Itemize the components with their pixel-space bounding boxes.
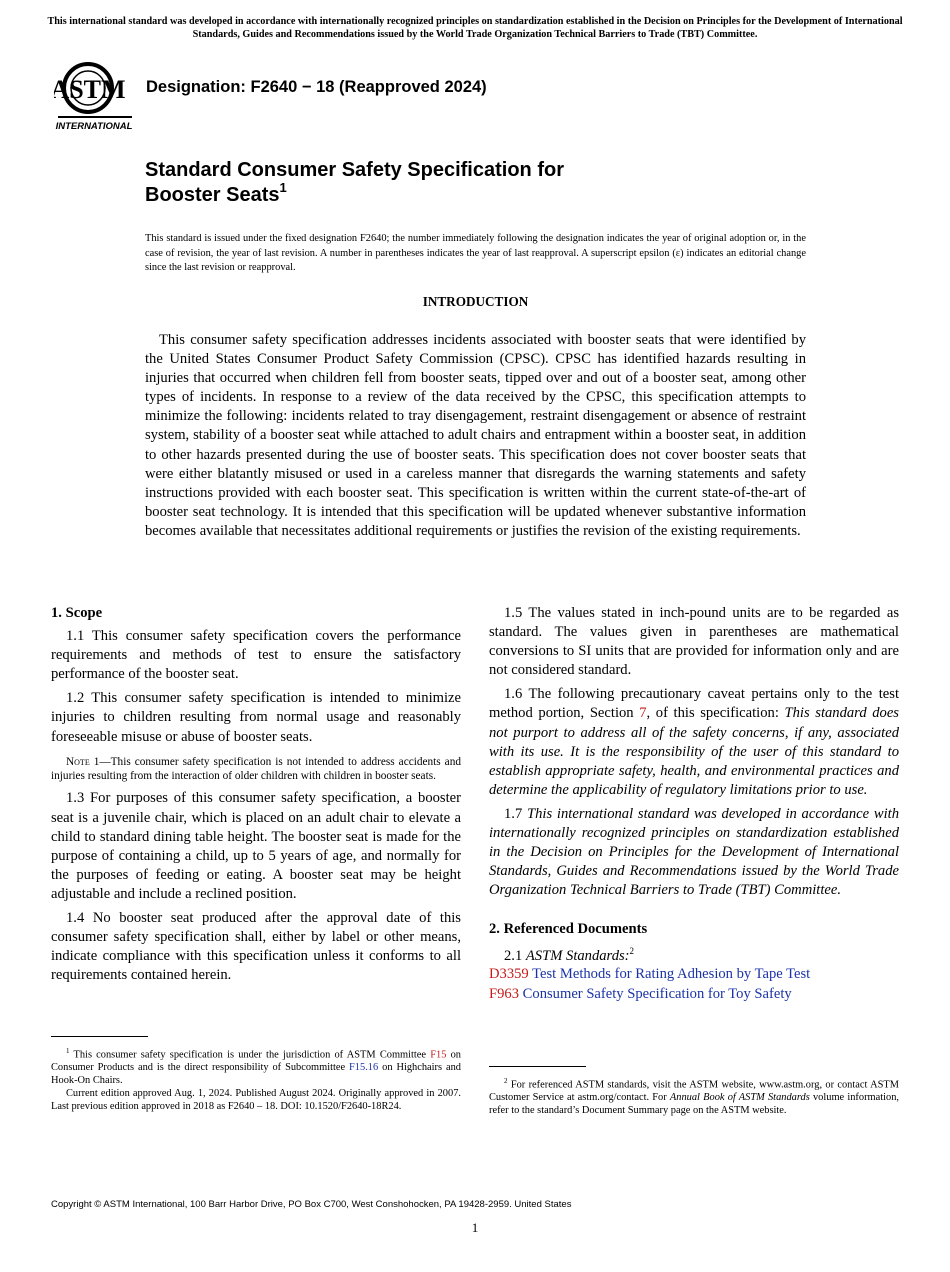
footnote-1-text-c: on Highchairs and Hook-On Chairs. xyxy=(51,1062,461,1087)
paragraph-1-7-number: 1.7 xyxy=(504,805,528,822)
footnote-1-jurisdiction xyxy=(51,1045,461,1088)
footnote-2-mark: 2 xyxy=(504,1077,508,1085)
subheading-footnote-mark: 2 xyxy=(629,945,635,956)
introduction-body: This consumer safety specification addresses incidents associated with booster seats that were identified by the United States Consumer Product Safety Commission (CPSC). CPSC has identified hazards resulting in injuries that occurred when children fell from booster seats, tipped over and out of a booster seat, among other types of incidents. In response to a review of the data received by the CPSC, this specification attempts to minimize the following: incidents related to tray disengagement, restraint disengagement or absence of restraint system, stability of a booster seat while attached to adult chairs and entrapment within a booster seat, in addition to other hazards presented during the use of booster seats. This specification does not cover booster seats that were either blatantly misused or used in a careless manner that disregards the warning statements and safety instructions provided with each booster seat. This specification is written within the current state-of-the-art of booster seat technology. It is intended that this specification will be updated whenever substantive information becomes available that necessitates additional requirements or justifies the revision of the existing requirements. xyxy=(145,332,806,539)
document-title xyxy=(145,158,564,208)
reference-title[interactable]: Test Methods for Rating Adhesion by Tape Test xyxy=(532,966,811,983)
footnote-2 xyxy=(489,1075,899,1118)
note-1-label: Note 1 xyxy=(66,755,100,768)
footnote-2-text-a: For referenced ASTM standards, visit the ASTM website, www.astm.org, or contact ASTM Customer Service at astm.org/contact. For xyxy=(489,1079,899,1104)
footnote-divider-left xyxy=(51,1036,148,1037)
logo-caption: INTERNATIONAL xyxy=(55,121,133,132)
paragraph-1-7 xyxy=(489,805,899,900)
footnote-1-mark: 1 xyxy=(66,1047,70,1055)
subheading-label: ASTM Standards: xyxy=(525,947,630,964)
designation: Designation: F2640 − 18 (Reapproved 2024) xyxy=(146,78,487,96)
copyright-line: Copyright © ASTM International, 100 Barr Harbor Drive, PO Box C700, West Conshohocken, PA 19428-2959. United States xyxy=(51,1199,572,1210)
title-footnote-mark: 1 xyxy=(279,180,287,195)
title-line-2 xyxy=(145,180,564,208)
title-line-1: Standard Consumer Safety Specification for xyxy=(145,159,564,181)
paragraph-1-3: 1.3 For purposes of this consumer safety specification, a booster seat is a juvenile chair, which is placed on an adult chair to elevate a child to standard dining table height. The booster seat is made for the purpose of containing a child, up to 5 years of age, and normally for the purposes of feeding or eating. A booster seat may be height adjustable and include a reclined position. xyxy=(51,790,461,902)
paragraph-1-6 xyxy=(489,685,899,800)
reference-code[interactable]: F963 xyxy=(489,985,520,1002)
paragraph-1-2: 1.2 This consumer safety specification is intended to minimize injuries to children resulting from normal usage and reasonably foreseeable misuse or abuse of booster seats. xyxy=(51,690,461,745)
left-column xyxy=(51,604,461,985)
footnote-1-text-a: This consumer safety specification is under the jurisdiction of ASTM Committee xyxy=(69,1049,431,1061)
astm-international-logo xyxy=(54,58,136,134)
reference-d3359[interactable] xyxy=(489,965,899,984)
footnote-2-text xyxy=(489,1075,899,1118)
paragraph-1-4: 1.4 No booster seat produced after the approval date of this consumer safety specification shall, either by label or other means, indicate compliance with this specification unless it conforms to all requirements contained herein. xyxy=(51,910,461,984)
footnote-divider-right xyxy=(489,1066,586,1067)
wto-statement: This international standard was developed in accordance with internationally recognized principles on standardization established in the Decision on Principles for the Development of International Standards, Guides and Recommendations issued by the World Trade Organization Technical Barriers to Trade (TBT) Committee. xyxy=(489,805,900,899)
safety-caveat: This standard does not purport to address all of the safety concerns, if any, associated with its use. It is the responsibility of the user of this standard to establish appropriate safety, health, and environmental practices and determine the applicability of regulatory limitations prior to use. xyxy=(489,705,899,798)
footnote-1-text-b: on Consumer Products and is the direct responsibility of Subcommittee xyxy=(51,1049,461,1074)
footnote-2-text-b: volume information, refer to the standard’s Document Summary page on the ASTM website. xyxy=(489,1092,900,1117)
paragraph-1-6-text-b: , of this specification: xyxy=(646,705,785,722)
reference-code[interactable]: D3359 xyxy=(489,966,529,983)
reference-f963[interactable] xyxy=(489,985,899,1004)
paragraph-1-6-text-a: 1.6 The following precautionary caveat pertains only to the test method portion, Section xyxy=(489,686,899,722)
introduction-heading: INTRODUCTION xyxy=(422,294,529,309)
committee-f15-link[interactable]: F15 xyxy=(430,1049,447,1061)
issued-under-note: This standard is issued under the fixed designation F2640; the number immediately following the designation indicates the year of original adoption or, in the case of revision, the year of last revision. A number in parentheses indicates the year of last reapproval. A superscript epsilon (ε) indicates an editorial change since the last revision or reapproval. xyxy=(145,233,806,273)
subheading-number: 2.1 xyxy=(504,947,526,964)
astm-logo-icon xyxy=(54,58,136,134)
referenced-documents-heading: 2. Referenced Documents xyxy=(489,921,648,938)
scope-heading: 1. Scope xyxy=(51,605,103,621)
paragraph-1-1: 1.1 This consumer safety specification covers the performance requirements and methods of test to ensure the satisfactory performance of the booster seat. xyxy=(51,628,461,683)
standards-notice: This international standard was developed in accordance with internationally recognized principles on standardization established in the Decision on Principles for the Development of International Standards, Guides and Recommendations issued by the World Trade Organization Technical Barriers to Trade (TBT) Committee. xyxy=(47,16,903,40)
footnote-2-book-title: Annual Book of ASTM Standards xyxy=(669,1092,810,1104)
astm-standards-subheading xyxy=(489,942,899,966)
note-1 xyxy=(51,756,461,784)
title-line-2-text: Booster Seats xyxy=(145,184,280,206)
paragraph-1-5: 1.5 The values stated in inch-pound units are to be regarded as standard. The values given in parentheses are mathematical conversions to SI units that are provided for information only and are not considered standard. xyxy=(489,605,899,679)
page-number: 1 xyxy=(471,1220,479,1235)
footnote-1-approval: Current edition approved Aug. 1, 2024. Published August 2024. Originally approved in 2007. Last previous edition approved in 2018 as F2640 – 18. DOI: 10.1520/F2640-18R24. xyxy=(51,1088,461,1113)
reference-title[interactable]: Consumer Safety Specification for Toy Safety xyxy=(522,985,792,1002)
right-column xyxy=(489,604,899,1004)
footnote-1 xyxy=(51,1045,461,1114)
note-1-text: —This consumer safety specification is not intended to address accidents and injuries resulting from the interaction of older children with children in booster seats. xyxy=(51,755,461,782)
logo-letters: ASTM xyxy=(54,75,126,104)
subcommittee-f15-16-link[interactable]: F15.16 xyxy=(349,1062,379,1074)
section-7-link[interactable]: 7 xyxy=(639,705,647,722)
